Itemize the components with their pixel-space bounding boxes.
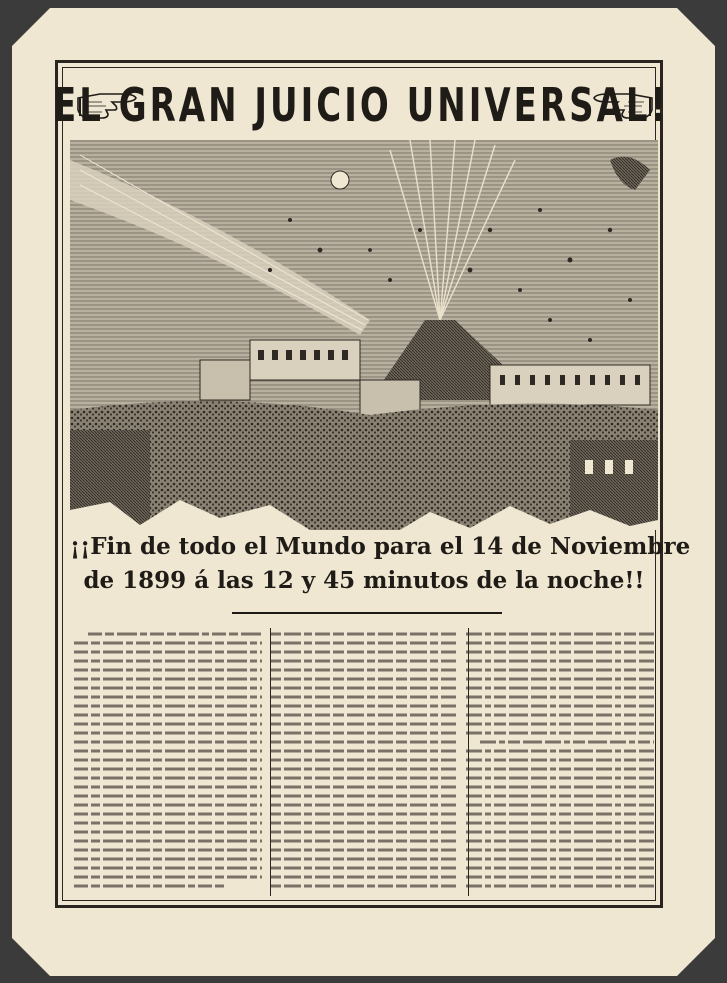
- column-divider: [270, 628, 271, 896]
- body-column-2: [270, 628, 458, 898]
- body-column-3: [466, 628, 654, 898]
- body-text-texture: [74, 628, 262, 896]
- headline-divider: [232, 612, 502, 614]
- body-text-texture: [270, 628, 458, 896]
- title-row: [52, 74, 670, 138]
- headline-line-1: ¡¡Fin de todo el Mundo para el 14 de Noviembre: [70, 533, 691, 560]
- poster-title: EL GRAN JUICIO UNIVERSAL!: [52, 79, 670, 133]
- column-divider: [468, 628, 469, 896]
- engraving-illustration: [70, 140, 658, 530]
- headline: [70, 530, 691, 598]
- body-column-1: [74, 628, 262, 898]
- pointing-hand-icon: [592, 86, 654, 122]
- body-text-texture: [466, 628, 654, 896]
- headline-line-2: de 1899 á las 12 y 45 minutos de la noche!!: [83, 567, 645, 594]
- body-columns: [74, 628, 654, 898]
